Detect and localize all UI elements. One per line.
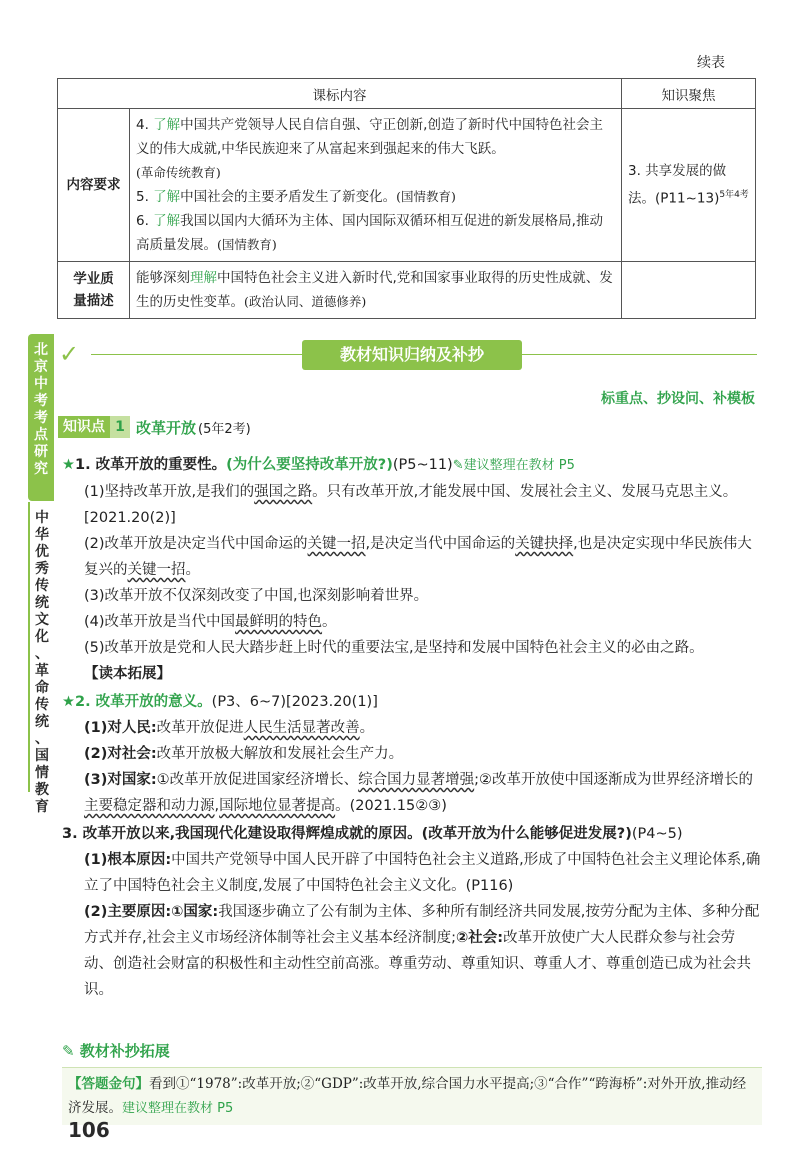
kp-number: 1 [110,416,130,438]
reader-extension: 【读本拓展】 [84,666,171,682]
s3-point-1: (1)根本原因:中国共产党领导中国人民开辟了中国特色社会主义道路,形成了中国特色社会主义理论体系,确立了中国特色社会主义制度,发展了中国特色社会主义文化。(P116) [84,852,761,894]
side-green-char: 考 [34,410,48,426]
s2-point-1: (1)对人民:改革开放促进人民生活显著改善。 [84,720,375,736]
supplement-suggest: 建议整理在教材 P5 [122,1101,234,1116]
side-white-char: 教 [35,782,49,798]
s1-point-5: (5)改革开放是党和人民大踏步赶上时代的重要法宝,是坚持和发展中国特色社会主义的必由之路。 [84,640,704,656]
answer-tip-text: 看到①“1978”:改革开放;②“GDP”:改革开放,综合国力水平提高;③“合作”“跨海桥”:对外开放,推动经济发展。 [68,1076,747,1116]
side-white-char: 统 [35,714,49,730]
banner-title: 教材知识归纳及补抄 [302,340,522,370]
section-banner [57,338,757,372]
s1-point-1: (1)坚持改革开放,是我们的强国之路。只有改革开放,才能发展中国、发展社会主义、发展马克思主义。[2021.20(2)] [84,484,738,526]
s1-point-3: (3)改革开放不仅深刻改变了中国,也深刻影响着世界。 [84,588,429,604]
side-white-char: 文 [35,612,49,628]
section-1-heading: ★1. 改革开放的重要性。(为什么要坚持改革开放?)(P5~11)✎建议整理在教材 P5 [62,457,575,473]
table-header-right: 知识聚焦 [622,79,756,109]
side-white-char: 育 [35,799,49,815]
kp-label: 知识点 [58,416,110,438]
side-white-char: 传 [35,578,49,594]
suggest-note: ✎建议整理在教材 P5 [452,458,575,473]
s3-point-2: (2)主要原因:①国家:我国逐步确立了公有制为主体、多种所有制经济共同发展,按劳分配为主体、多种分配方式并存,社会主义市场经济体制等社会主义基本经济制度;②社会:改革开放使广大人民群众参与社会劳动、创造社会财富的积极性和主动性空前高涨。尊重劳动、尊重知识、尊重人才、尊重创造已成为社会共识。 [84,904,760,998]
main-content [62,450,762,1003]
kp-frequency: (5年2考) [198,421,251,437]
side-white-char: 秀 [35,561,49,577]
knowledge-point-header [58,416,251,438]
side-white-char: 化 [35,629,49,645]
s1-point-4: (4)改革开放是当代中国最鲜明的特色。 [84,614,337,630]
table-header-left: 课标内容 [58,79,622,109]
star-icon: ★ [62,457,75,473]
side-white-char: 命 [35,680,49,696]
side-green-char: 究 [34,461,48,477]
continued-label: 续表 [697,55,725,71]
side-white-char: 、 [35,731,49,747]
s2-point-2: (2)对社会:改革开放极大解放和发展社会生产力。 [84,746,404,762]
side-green-char: 研 [34,444,48,460]
row-label-requirements: 内容要求 [58,109,130,262]
requirements-cell [130,109,622,262]
answer-tip-label: 【答题金句】 [68,1076,149,1092]
answer-tip-box [62,1067,762,1125]
focus-cell: 3. 共享发展的做法。(P11~13)$^{5年4考}$ [622,109,756,262]
side-white-char: 、 [35,646,49,662]
quality-cell: 能够深刻理解中国特色社会主义进入新时代,党和国家事业取得的历史性成就、发生的历史性变革。(政治认同、道德修养) [130,262,622,319]
curriculum-table [57,78,756,319]
side-white-char: 国 [35,748,49,764]
side-white-char: 革 [35,663,49,679]
side-green-char: 点 [34,427,48,443]
side-white-char: 优 [35,544,49,560]
side-tab-chapter [28,502,54,815]
side-white-char: 情 [35,765,49,781]
supplement-title: ✎ 教材补抄拓展 [62,1042,170,1060]
supplement-section [62,1040,762,1125]
section-3-heading: 3. 改革开放以来,我国现代化建设取得辉煌成就的原因。(改革开放为什么能够促进发展?)(P4~5) [62,826,683,842]
side-green-char: 考 [34,393,48,409]
check-icon: ✓ [59,340,80,368]
star-icon: ★ [62,694,75,710]
side-green-char: 京 [34,359,48,375]
kp-name: 改革开放 [136,418,197,437]
study-tips: 标重点、抄设问、补模板 [601,391,755,407]
s2-point-3: (3)对国家:①改革开放促进国家经济增长、综合国力显著增强;②改革开放使中国逐渐成为世界经济增长的主要稳定器和动力源,国际地位显著提高。(2021.15②③) [84,772,754,814]
s1-point-2: (2)改革开放是决定当代中国命运的关键一招,是决定当代中国命运的关键抉择,也是决定实现中华民族伟大复兴的关键一招。 [84,536,752,578]
empty-focus-cell [622,262,756,319]
side-white-char: 中 [35,510,49,526]
requirement-4: 4. 了解中国共产党领导人民自信自强、守正创新,创造了新时代中国特色社会主义的伟大成就,中华民族迎来了从富起来到强起来的伟大飞跃。 (革命传统教育) [136,117,603,180]
requirement-5: 5. 了解中国社会的主要矛盾发生了新变化。(国情教育) [136,189,456,205]
side-white-char: 华 [35,527,49,543]
side-white-char: 传 [35,697,49,713]
side-green-char: 北 [34,342,48,358]
requirement-6: 6. 了解我国以国内大循环为主体、国内国际双循环相互促进的新发展格局,推动高质量发展。(国情教育) [136,213,603,253]
side-tab-region [28,334,54,501]
page-number: 106 [68,1118,110,1142]
row-label-quality: 学业质 量描述 [58,262,130,319]
section-2-heading: ★2. 改革开放的意义。(P3、6~7)[2023.20(1)] [62,694,378,710]
side-white-char: 统 [35,595,49,611]
side-green-char: 中 [34,376,48,392]
